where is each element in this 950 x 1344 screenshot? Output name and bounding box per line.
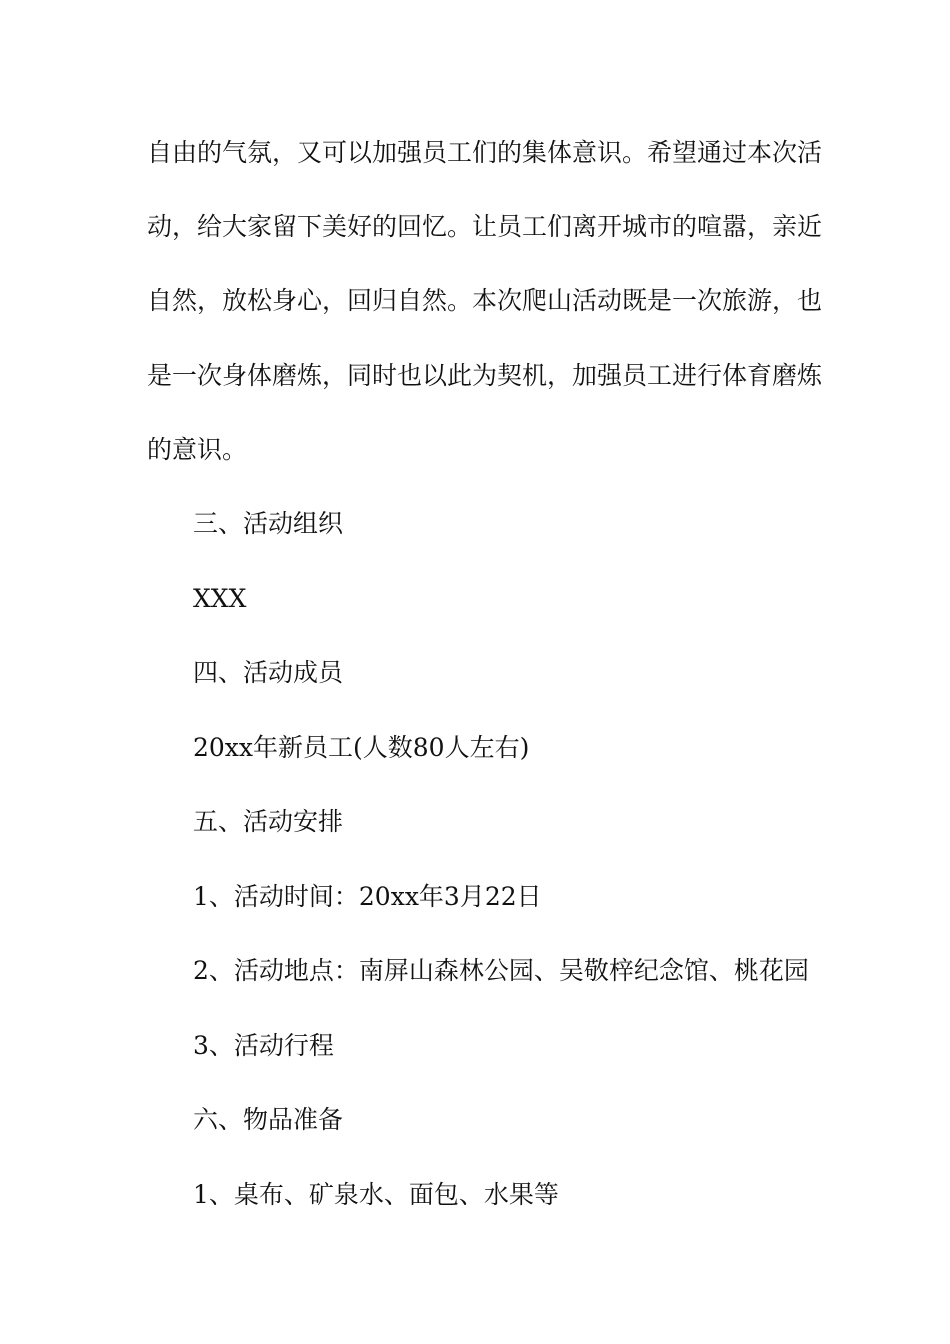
paragraph-line: 自然，放松身心，回归自然。本次爬山活动既是一次旅游，也 (147, 286, 823, 315)
paragraph-line: 的意识。 (147, 435, 248, 464)
section-heading-supplies: 六、物品准备 (193, 1105, 344, 1134)
paragraph-line: 动，给大家留下美好的回忆。让员工们离开城市的喧嚣，亲近 (147, 212, 823, 241)
schedule-time: 1、活动时间：20xx年3月22日 (193, 882, 542, 911)
organizer-text: XXX (193, 584, 247, 613)
members-text: 20xx年新员工(人数80人左右) (193, 733, 530, 762)
section-heading-schedule: 五、活动安排 (193, 807, 344, 836)
supplies-list: 1、桌布、矿泉水、面包、水果等 (193, 1180, 559, 1209)
schedule-itinerary: 3、活动行程 (193, 1031, 334, 1060)
section-heading-organization: 三、活动组织 (193, 509, 344, 538)
paragraph-line: 自由的气氛，又可以加强员工们的集体意识。希望通过本次活 (147, 138, 823, 167)
paragraph-line: 是一次身体磨炼，同时也以此为契机，加强员工进行体育磨炼 (147, 361, 823, 390)
section-heading-members: 四、活动成员 (193, 658, 344, 687)
schedule-location: 2、活动地点：南屏山森林公园、吴敬梓纪念馆、桃花园 (193, 956, 809, 985)
